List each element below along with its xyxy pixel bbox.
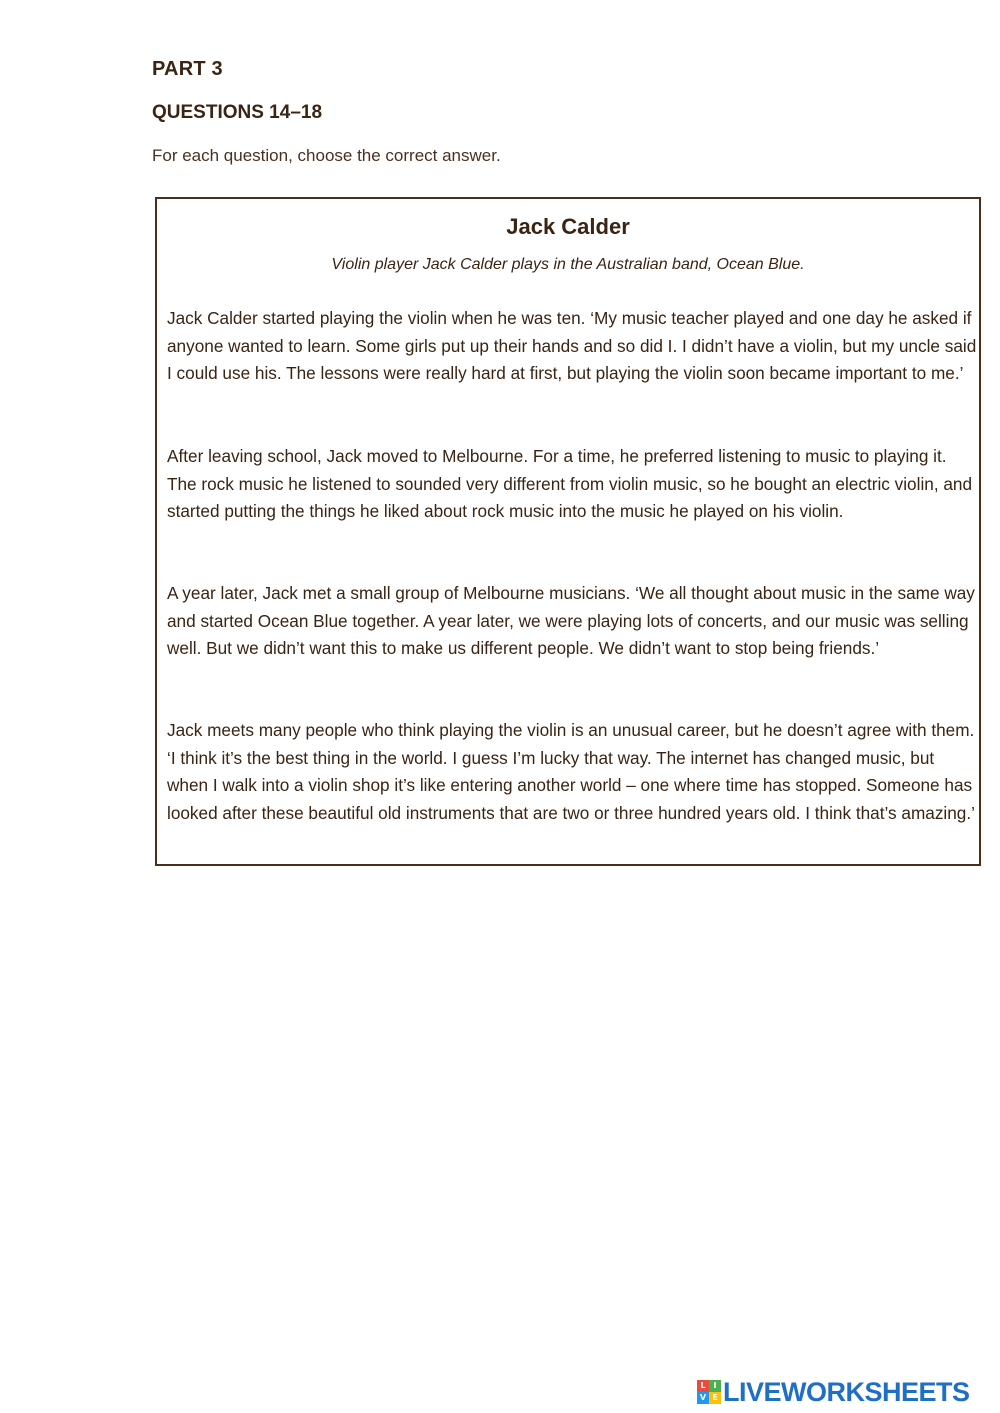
logo-icon-letter-e: E: [709, 1392, 721, 1404]
article-box: [155, 197, 981, 866]
liveworksheets-logo[interactable]: [697, 1378, 970, 1406]
article-paragraph-2: After leaving school, Jack moved to Melbourne. For a time, he preferred listening to music to playing it. The rock music he listened to sounded very different from violin music, so he bought an electric violin, and started putting the things he liked about rock music into the music he played on his violin.: [167, 446, 973, 521]
instruction-text: For each question, choose the correct answer.: [152, 146, 501, 165]
logo-icon-letter-l: L: [697, 1380, 709, 1392]
logo-icon-letter-i: I: [709, 1380, 721, 1392]
article-paragraph-4: Jack meets many people who think playing the violin is an unusual career, but he doesn’t agree with them. ‘I think it’s the best thing in the world. I guess I’m lucky that way. The internet has changed music, but when I walk into a violin shop it’s like entering another world – one where time has stopped. Someone has looked after these beautiful old instruments that are two or three hundred years old. I think that’s amazing.’: [167, 720, 975, 823]
article-title: Jack Calder: [506, 214, 630, 239]
liveworksheets-logo-icon: [697, 1380, 721, 1404]
article-paragraph-1: Jack Calder started playing the violin when he was ten. ‘My music teacher played and one day he asked if anyone wanted to learn. Some girls put up their hands and so did I. I didn’t have a violin, but my uncle said I could use his. The lessons were really hard at first, but playing the violin soon became important to me.’: [167, 308, 977, 383]
questions-heading: QUESTIONS 14–18: [152, 102, 323, 123]
liveworksheets-logo-text: LIVEWORKSHEETS: [723, 1376, 970, 1407]
logo-icon-letter-v: V: [697, 1392, 709, 1404]
article-paragraph-3: A year later, Jack met a small group of Melbourne musicians. ‘We all thought about music in the same way and started Ocean Blue together. A year later, we were playing lots of concerts, and our music was selling well. But we didn’t want this to make us different people. We didn’t want to stop being friends.’: [167, 583, 975, 658]
part-heading: PART 3: [152, 58, 223, 80]
article-subtitle: Violin player Jack Calder plays in the Australian band, Ocean Blue.: [331, 256, 805, 273]
